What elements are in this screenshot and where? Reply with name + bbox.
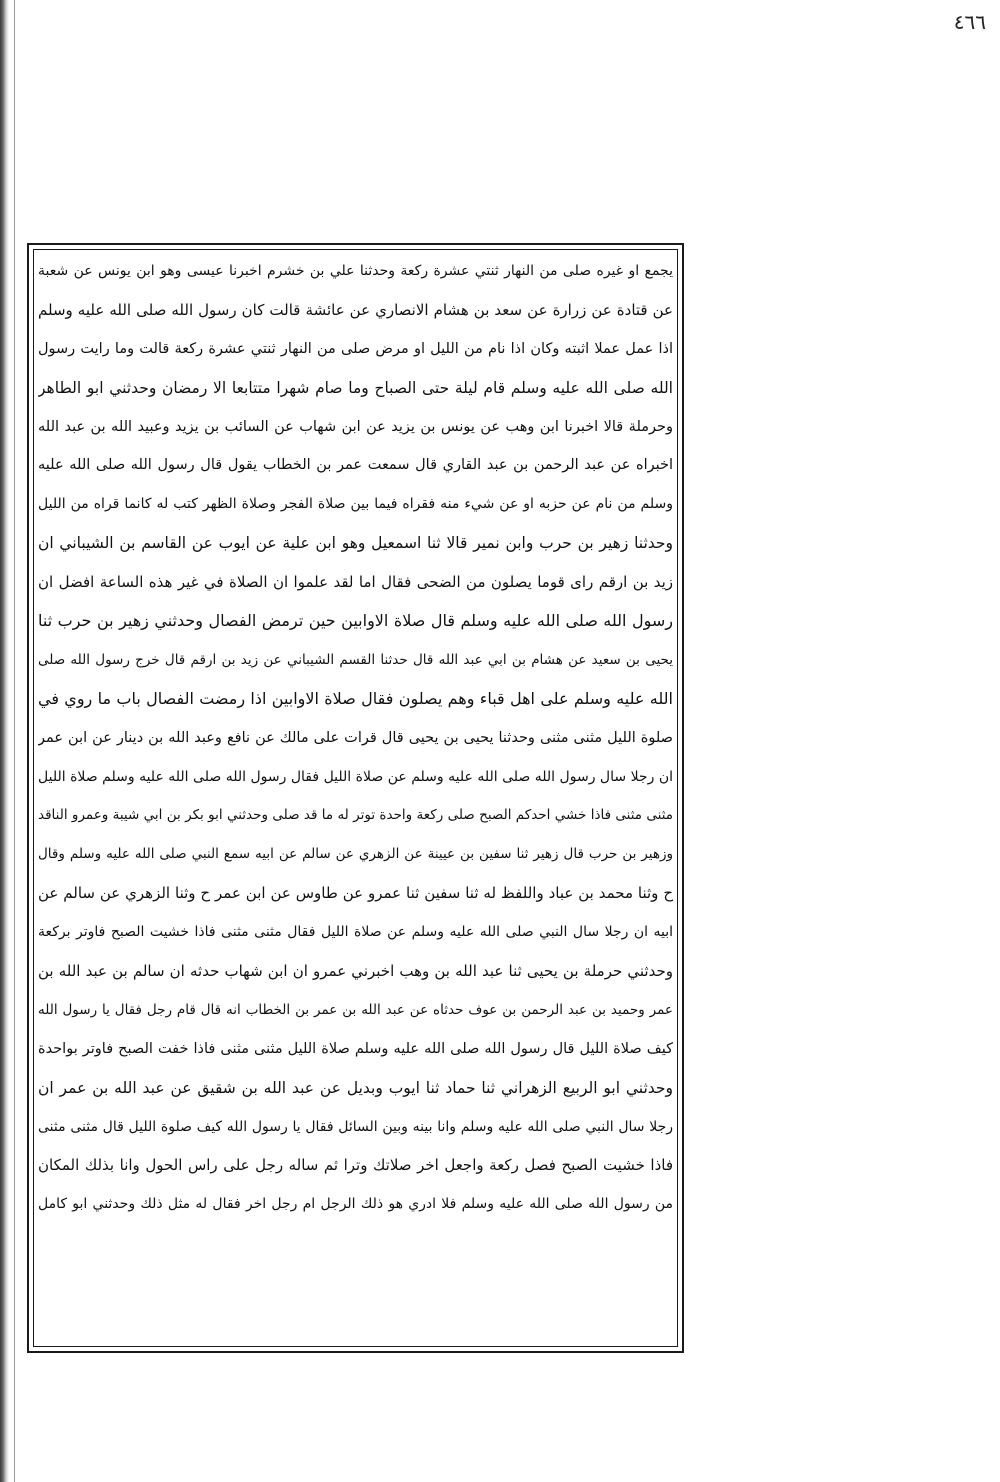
- page-binding-line: [14, 0, 15, 1482]
- text-line-2: عن قتادة عن زرارة عن سعد بن هشام الانصاري عن عائشة قالت كان رسول الله صلى الله عليه وسلم: [38, 300, 673, 319]
- text-line-7: وسلم من نام عن حزبه او عن شيء منه فقراه فيما بين صلاة الفجر وصلاة الظهر كتب له كانما قراه من الليل: [38, 496, 673, 513]
- text-line-25: من رسول الله صلى الله عليه وسلم فلا ادري هو ذلك الرجل ام رجل اخر فقال له مثل ذلك وحدثني ابو كامل: [38, 1196, 673, 1213]
- text-line-24: فاذا خشيت الصبح فصل ركعة واجعل اخر صلاتك وترا ثم ساله رجل على راس الحول وانا بذلك المكان: [38, 1156, 673, 1175]
- text-line-21: كيف صلاة الليل قال رسول الله صلى الله عليه وسلم صلاة الليل مثنى مثنى فاذا خفت الصبح فاوتر بواحدة: [38, 1040, 673, 1057]
- text-line-19: وحدثني حرملة بن يحيى ثنا عبد الله بن وهب اخبرني عمرو ان ابن شهاب حدثه ان سالم بن عبد الله بن: [38, 962, 673, 981]
- text-line-1: يجمع او غيره صلى من النهار ثنتي عشرة ركعة وحدثنا علي بن خشرم اخبرنا عيسى وهو ابن يونس عن شعبة: [38, 263, 673, 279]
- text-line-12: الله عليه وسلم على اهل قباء وهم يصلون فقال صلاة الاوابين اذا رمضت الفصال باب ما روي في: [38, 688, 673, 708]
- text-line-14: ان رجلا سال رسول الله صلى الله عليه وسلم عن صلاة الليل فقال رسول الله صلى الله عليه وسلم صلاة الليل: [38, 768, 673, 785]
- text-line-5: وحرملة قالا اخبرنا ابن وهب عن يونس بن يزيد عن ابن شهاب عن السائب بن يزيد وعبيد الله بن عبد الله: [38, 418, 673, 435]
- text-line-9: زيد بن ارقم راى قوما يصلون من الضحى فقال اما لقد علموا ان الصلاة في غير هذه الساعة افضل ان: [38, 573, 673, 592]
- text-line-4: الله صلى الله عليه وسلم قام ليلة حتى الصباح وما صام شهرا متتابعا الا رمضان وحدثني ابو الطاهر: [38, 378, 673, 397]
- text-line-22: وحدثني ابو الربيع الزهراني ثنا حماد ثنا ايوب وبديل عن عبد الله بن شقيق عن عبد الله بن عمر ان: [38, 1078, 673, 1097]
- text-line-18: ابيه ان رجلا سال النبي صلى الله عليه وسلم عن صلاة الليل فقال مثنى مثنى فاذا خشيت الصبح فاوتر بركعة: [38, 924, 673, 941]
- text-line-6: اخبراه عن عبد الرحمن بن عبد القاري قال سمعت عمر بن الخطاب يقول قال رسول الله صلى الله عليه: [38, 457, 673, 474]
- text-line-3: اذا عمل عملا اثبته وكان اذا نام من الليل او مرض صلى من النهار ثنتي عشرة ركعة قالت وما رايت رسول: [38, 340, 673, 357]
- text-line-23: رجلا سال النبي صلى الله عليه وسلم وانا بينه وبين السائل فقال يا رسول الله كيف صلوة الليل قال مثنى مثنى: [38, 1118, 673, 1135]
- page-binding-edge: [0, 0, 9, 1482]
- manuscript-text-block: [38, 252, 673, 1342]
- text-line-20: عمر وحميد بن عبد الرحمن بن عوف حدثاه عن عبد الله بن عمر بن الخطاب انه قال قام رجل فقال يا رسول الله: [38, 1001, 673, 1018]
- text-line-17: ح وثنا محمد بن عباد واللفظ له ثنا سفين ثنا عمرو عن طاوس عن ابن عمر ح وثنا الزهري عن سالم عن: [38, 884, 673, 903]
- text-line-16: وزهير بن حرب قال زهير ثنا سفين بن عيينة عن الزهري عن سالم عن ابيه سمع النبي صلى الله عليه وسلم وقال: [38, 846, 673, 863]
- text-line-8: وحدثنا زهير بن حرب وابن نمير قالا ثنا اسمعيل وهو ابن علية عن ايوب عن القاسم بن الشيباني ان: [38, 534, 673, 553]
- text-line-10: رسول الله صلى الله عليه وسلم قال صلاة الاوابين حين ترمض الفصال وحدثني زهير بن حرب ثنا: [38, 611, 673, 631]
- page-number: ٤٦٦: [953, 10, 986, 34]
- text-line-15: مثنى مثنى فاذا خشي احدكم الصبح صلى ركعة واحدة توتر له ما قد صلى وحدثني ابو بكر بن ابي شيبة وعمرو الناقد: [38, 807, 673, 824]
- text-line-11: يحيى بن سعيد عن هشام بن ابي عبد الله قال حدثنا القسم الشيباني عن زيد بن ارقم قال خرج رسول الله صلى: [38, 651, 673, 668]
- text-line-13: صلوة الليل مثنى مثنى وحدثنا يحيى بن يحيى قال قرات على مالك عن نافع وعبد الله بن دينار عن ابن عمر: [38, 729, 673, 746]
